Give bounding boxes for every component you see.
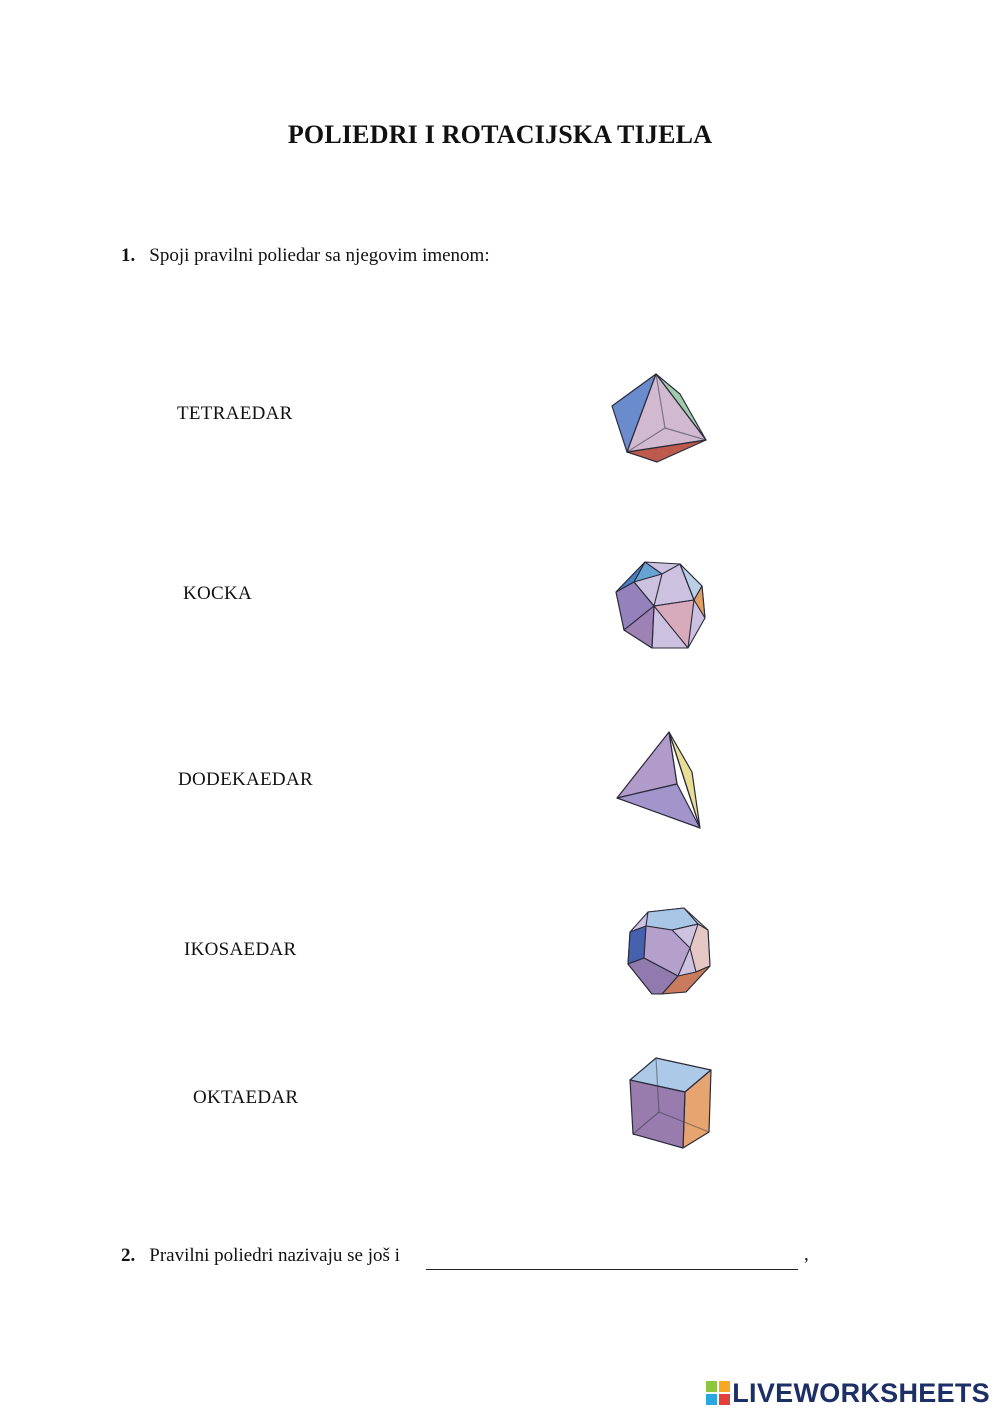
question-2-text: Pravilni poliedri nazivaju se još i <box>149 1245 400 1266</box>
name-label-ikosaedar[interactable]: IKOSAEDAR <box>184 939 297 960</box>
name-label-kocka[interactable]: KOCKA <box>183 583 253 604</box>
tetrahedron-image[interactable] <box>612 726 707 836</box>
liveworksheets-logo <box>706 1378 990 1408</box>
name-label-dodekaedar[interactable]: DODEKAEDAR <box>178 769 313 790</box>
question-1 <box>121 245 490 267</box>
name-label-oktaedar[interactable]: OKTAEDAR <box>193 1087 299 1108</box>
octahedron-image[interactable] <box>605 368 715 468</box>
name-label-tetraedar[interactable]: TETRAEDAR <box>177 403 293 424</box>
question-1-text: Spoji pravilni poliedar sa njegovim imenom: <box>149 245 490 266</box>
question-1-number: 1. <box>121 245 136 266</box>
question-2-number: 2. <box>121 1245 136 1266</box>
question-2 <box>121 1245 400 1267</box>
logo-badge-icon <box>706 1381 730 1405</box>
logo-text: LIVEWORKSHEETS <box>732 1377 990 1408</box>
cube-image[interactable] <box>625 1052 720 1154</box>
page-title: POLIEDRI I ROTACIJSKA TIJELA <box>287 120 713 149</box>
question-2-trailing: , <box>804 1244 809 1265</box>
answer-blank-line[interactable] <box>426 1256 798 1270</box>
icosahedron-image[interactable] <box>610 556 715 656</box>
dodecahedron-image[interactable] <box>622 902 717 1002</box>
